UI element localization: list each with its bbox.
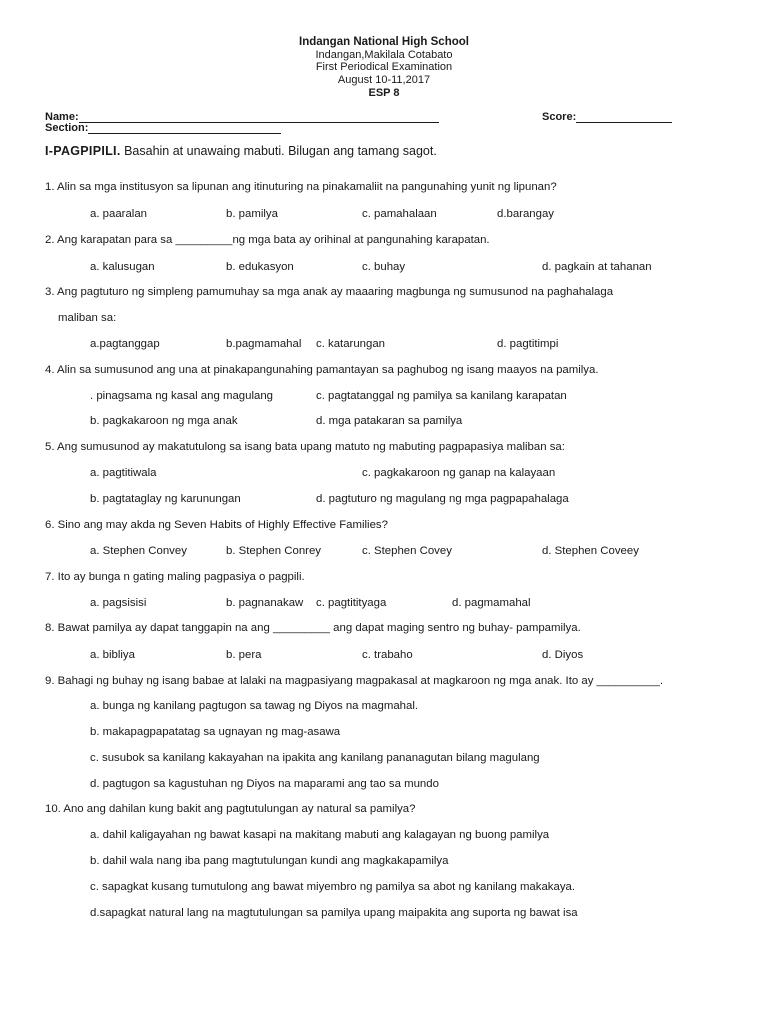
- q5-option-a[interactable]: a. pagtitiwala: [90, 467, 157, 479]
- q3-option-a[interactable]: a.pagtanggap: [90, 338, 160, 350]
- q9-option-d[interactable]: d. pagtugon sa kagustuhan ng Diyos na maparami ang tao sa mundo: [90, 778, 439, 790]
- q10-option-b[interactable]: b. dahil wala nang iba pang magtutulungan kundi ang magkakapamilya: [90, 855, 449, 867]
- q7-option-b[interactable]: b. pagnanakaw: [226, 597, 304, 609]
- name-label: Name:: [45, 111, 79, 123]
- q10-option-a[interactable]: a. dahil kaligayahan ng bawat kasapi na makitang mabuti ang kalagayan ng buong pamilya: [90, 829, 550, 841]
- exam-title: First Periodical Examination: [315, 61, 453, 73]
- question-4: 4. Alin sa sumusunod ang una at pinakapangunahing pamantayan sa paghubog ng isang maayos na pamilya.: [45, 364, 599, 376]
- section-blank: [88, 122, 281, 134]
- q4-option-a[interactable]: . pinagsama ng kasal ang magulang: [90, 390, 274, 402]
- q5-option-b[interactable]: b. pagtataglay ng karunungan: [90, 493, 241, 505]
- q6-option-c[interactable]: c. Stephen Covey: [362, 545, 452, 557]
- q3-option-c[interactable]: c. katarungan: [316, 338, 386, 350]
- section-label: Section:: [45, 122, 89, 134]
- question-10: 10. Ano ang dahilan kung bakit ang pagtutulungan ay natural sa pamilya?: [45, 803, 416, 815]
- question-9: 9. Bahagi ng buhay ng isang babae at lalaki na magpasiyang magpakasal at magkaroon ng mga anak. Ito ay __________.: [45, 675, 664, 687]
- instructions-heading: I-PAGPIPILI.: [45, 144, 121, 158]
- q7-option-c[interactable]: c. pagtitityaga: [316, 597, 387, 609]
- school-name: Indangan National High School: [299, 36, 469, 48]
- q5-option-d[interactable]: d. pagtuturo ng magulang ng mga pagpapahalaga: [316, 493, 569, 505]
- q3-option-d[interactable]: d. pagtitimpi: [497, 338, 559, 350]
- q4-option-d[interactable]: d. mga patakaran sa pamilya: [316, 415, 463, 427]
- q8-option-b[interactable]: b. pera: [226, 649, 262, 661]
- q2-option-a[interactable]: a. kalusugan: [90, 261, 155, 273]
- q10-option-c[interactable]: c. sapagkat kusang tumutulong ang bawat miyembro ng pamilya sa abot ng kanilang makakaya.: [90, 881, 576, 893]
- question-6: 6. Sino ang may akda ng Seven Habits of Highly Effective Families?: [45, 519, 388, 531]
- question-1: 1. Alin sa mga institusyon sa lipunan ang itinuturing na pinakamaliit na pangunahing yunit ng lipunan?: [45, 181, 557, 193]
- q9-option-c[interactable]: c. susubok sa kanilang kakayahan na ipakita ang kanilang pananagutan bilang magulang: [90, 752, 540, 764]
- q4-option-c[interactable]: c. pagtatanggal ng pamilya sa kanilang karapatan: [316, 390, 567, 402]
- question-3: 3. Ang pagtuturo ng simpleng pamumuhay sa mga anak ay maaaring magbunga ng sumusunod na paghahalaga: [45, 286, 614, 298]
- q1-option-d[interactable]: d.barangay: [497, 208, 554, 220]
- q6-option-a[interactable]: a. Stephen Convey: [90, 545, 187, 557]
- section-field: [45, 122, 281, 134]
- q9-option-a[interactable]: a. bunga ng kanilang pagtugon sa tawag ng Diyos na magmahal.: [90, 700, 419, 712]
- question-3-continued: maliban sa:: [58, 312, 117, 324]
- score-field: [542, 111, 672, 123]
- q7-option-d[interactable]: d. pagmamahal: [452, 597, 531, 609]
- instructions: [45, 144, 437, 158]
- instructions-text: Basahin at unawaing mabuti. Bilugan ang tamang sagot.: [120, 144, 437, 158]
- q7-option-a[interactable]: a. pagsisisi: [90, 597, 147, 609]
- q2-option-c[interactable]: c. buhay: [362, 261, 406, 273]
- q8-option-a[interactable]: a. bibliya: [90, 649, 135, 661]
- q1-option-a[interactable]: a. paaralan: [90, 208, 147, 220]
- score-label: Score:: [542, 111, 577, 123]
- subject-title: ESP 8: [368, 87, 400, 99]
- q8-option-c[interactable]: c. trabaho: [362, 649, 413, 661]
- question-7: 7. Ito ay bunga n gating maling pagpasiya o pagpili.: [45, 571, 305, 583]
- exam-date: August 10-11,2017: [337, 74, 431, 86]
- q2-option-b[interactable]: b. edukasyon: [226, 261, 294, 273]
- q2-option-d[interactable]: d. pagkain at tahanan: [542, 261, 652, 273]
- score-blank: [576, 111, 672, 123]
- question-5: 5. Ang sumusunod ay makatutulong sa isang bata upang matuto ng mabuting pagpapasiya maliban sa:: [45, 441, 565, 453]
- q3-option-b[interactable]: b.pagmamahal: [226, 338, 302, 350]
- school-address: Indangan,Makilala Cotabato: [315, 49, 453, 61]
- question-8: 8. Bawat pamilya ay dapat tanggapin na ang _________ ang dapat maging sentro ng buhay- pampamilya.: [45, 622, 581, 634]
- q10-option-d[interactable]: d.sapagkat natural lang na magtutulungan sa pamilya upang maipakita ang suporta ng bawat isa: [90, 907, 578, 919]
- q1-option-c[interactable]: c. pamahalaan: [362, 208, 437, 220]
- q1-option-b[interactable]: b. pamilya: [226, 208, 278, 220]
- question-2: 2. Ang karapatan para sa _________ng mga bata ay orihinal at pangunahing karapatan.: [45, 234, 490, 246]
- q5-option-c[interactable]: c. pagkakaroon ng ganap na kalayaan: [362, 467, 556, 479]
- q6-option-d[interactable]: d. Stephen Coveey: [542, 545, 639, 557]
- q9-option-b[interactable]: b. makapagpapatatag sa ugnayan ng mag-asawa: [90, 726, 341, 738]
- q8-option-d[interactable]: d. Diyos: [542, 649, 584, 661]
- q4-option-b[interactable]: b. pagkakaroon ng mga anak: [90, 415, 238, 427]
- q6-option-b[interactable]: b. Stephen Conrey: [226, 545, 321, 557]
